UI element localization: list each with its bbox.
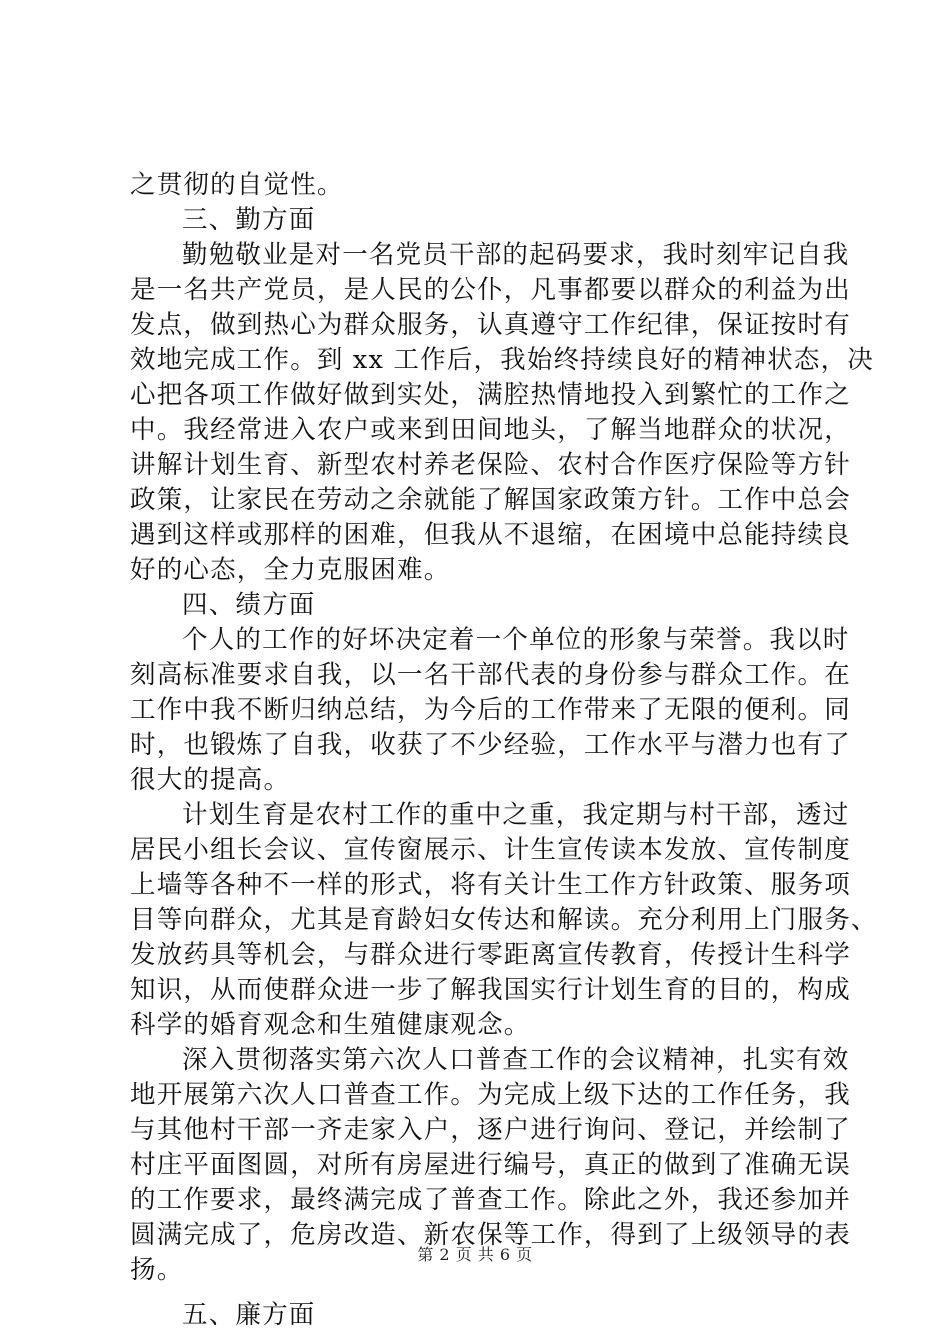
section-heading-diligence: 三、勤方面	[182, 205, 316, 235]
text-line: 目等向群众，尤其是育龄妇女传达和解读。充分利用上门服务、	[130, 905, 878, 935]
text-line: 与其他村干部一齐走家入户，逐户进行询问、登记，并绘制了	[130, 1115, 851, 1145]
text-line: 效地完成工作。到 xx 工作后，我始终持续良好的精神状态，决	[130, 345, 874, 375]
text-line: 发点，做到热心为群众服务，认真遵守工作纪律，保证按时有	[130, 310, 851, 340]
text-line: 地开展第六次人口普查工作。为完成上级下达的工作任务，我	[130, 1080, 851, 1110]
text-line: 发放药具等机会，与群众进行零距离宣传教育，传授计生科学	[130, 940, 851, 970]
text-line: 讲解计划生育、新型农村养老保险、农村合作医疗保险等方针	[130, 450, 851, 480]
text-line: 好的心态，全力克服困难。	[130, 555, 451, 585]
text-line: 很大的提高。	[130, 765, 291, 795]
text-line: 计划生育是农村工作的重中之重，我定期与村干部，透过	[182, 800, 850, 830]
section-heading-achievement: 四、绩方面	[182, 590, 316, 620]
text-line: 知识，从而使群众进一步了解我国实行计划生育的目的，构成	[130, 975, 851, 1005]
text-line: 扬。	[130, 1255, 184, 1285]
text-line: 的工作要求，最终满完成了普查工作。除此之外，我还参加并	[130, 1185, 851, 1215]
text-line: 个人的工作的好坏决定着一个单位的形象与荣誉。我以时	[182, 625, 850, 655]
text-line: 勤勉敬业是对一名党员干部的起码要求，我时刻牢记自我	[182, 240, 850, 270]
text-line: 工作中我不断归纳总结，为今后的工作带来了无限的便利。同	[130, 695, 851, 725]
text-line: 圆满完成了，危房改造、新农保等工作，得到了上级领导的表	[130, 1220, 851, 1250]
text-line: 上墙等各种不一样的形式，将有关计生工作方针政策、服务项	[130, 870, 851, 900]
text-line: 时，也锻炼了自我，收获了不少经验，工作水平与潜力也有了	[130, 730, 851, 760]
document-body	[130, 168, 878, 1333]
text-line: 是一名共产党员，是人民的公仆，凡事都要以群众的利益为出	[130, 275, 851, 305]
text-line: 科学的婚育观念和生殖健康观念。	[130, 1010, 531, 1040]
text-line: 之贯彻的自觉性。	[130, 170, 344, 200]
text-line: 中。我经常进入农户或来到田间地头，了解当地群众的状况，	[130, 415, 851, 445]
text-line: 居民小组长会议、宣传窗展示、计生宣传读本发放、宣传制度	[130, 835, 851, 865]
text-line: 村庄平面图圆，对所有房屋进行编号，真正的做到了准确无误	[130, 1150, 851, 1180]
text-line: 政策，让家民在劳动之余就能了解国家政策方针。工作中总会	[130, 485, 851, 515]
text-line: 深入贯彻落实第六次人口普查工作的会议精神，扎实有效	[182, 1045, 850, 1075]
text-line: 刻高标准要求自我，以一名干部代表的身份参与群众工作。在	[130, 660, 851, 690]
text-line: 遇到这样或那样的困难，但我从不退缩，在困境中总能持续良	[130, 520, 851, 550]
section-heading-integrity: 五、廉方面	[182, 1300, 316, 1330]
text-line: 心把各项工作做好做到实处，满腔热情地投入到繁忙的工作之	[130, 380, 851, 410]
page-footer: 第 2 页 共 6 页	[417, 1245, 533, 1264]
